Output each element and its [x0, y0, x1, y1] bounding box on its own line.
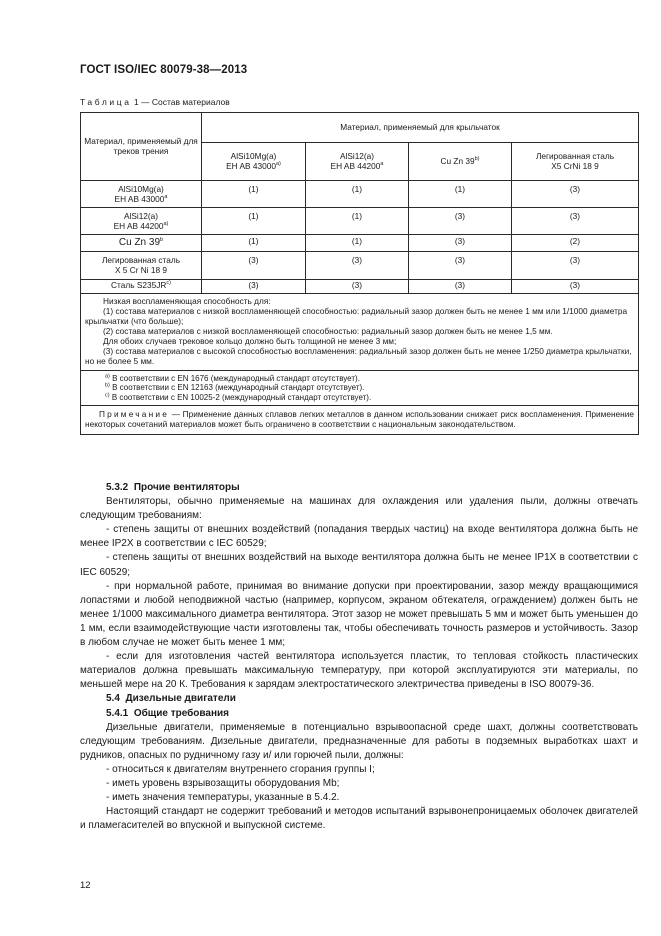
row-material: AlSi12(a) EH AB 44200$^{a)}$	[81, 208, 202, 235]
row-material: Cu Zn 39$^b$	[81, 235, 202, 252]
table-cell: (3)	[409, 252, 512, 280]
note-line: (1) состава материалов с низкой воспламеняющей способностью: радиальный зазор должен быть не менее 1 мм или 1/1000 диаметра крыльчатки (что больше);	[85, 305, 628, 326]
table-cell: (3)	[202, 252, 306, 280]
table-cell: (3)	[202, 280, 306, 294]
section-heading-5-4: 5.4 Дизельные двигатели	[106, 693, 236, 705]
group-header: Материал, применяемый для крыльчаток	[202, 113, 639, 143]
row-material: Сталь S235JR$^{c)}$	[81, 280, 202, 294]
table-cell: (1)	[202, 235, 306, 252]
table-row	[81, 208, 639, 235]
table-notes	[81, 294, 639, 371]
note-line: Для обоих случаев трековое кольцо должно быть толщиной не менее 3 мм;	[103, 335, 397, 346]
col-header: Легированная сталь X5 CrNi 18 9	[512, 143, 639, 181]
document-header: ГОСТ ISO/IEC 80079-38—2013	[80, 64, 248, 76]
body-text	[80, 481, 638, 833]
table-cell: (3)	[512, 181, 639, 208]
paragraph: Дизельные двигатели, применяемые в потенциально взрывоопасной среде шахт, должны соответствовать следующим требованиям. Дизельные двигатели, предназначенные для работы в подземных выработках шахт и рудников, опасных по рудничному газу и/ или горючей пыли, должны:	[80, 721, 638, 761]
table-caption-text: 1 — Состав материалов	[133, 97, 230, 107]
col0-header: Материал, применяемый для треков трения	[81, 113, 202, 181]
section-heading-5-3-2: 5.3.2 Прочие вентиляторы	[106, 482, 240, 493]
list-item: - иметь значения температуры, указанные в 5.4.2.	[106, 792, 340, 804]
col-header: AlSi12(a) EH AB 44200$^a$	[306, 143, 409, 181]
col-header: Cu Zn 39$^{b)}$	[409, 143, 512, 181]
note-line: (2) состава материалов с низкой воспламеняющей способностью: радиальный зазор должен быть не менее 1,5 мм.	[103, 325, 553, 336]
note-line: Низкая воспламеняющая способность для:	[103, 296, 271, 306]
paragraph: Вентиляторы, обычно применяемые на машинах для охлаждения или удаления пыли, должны отвечать следующим требованиям:	[80, 496, 638, 522]
table-cell: (1)	[306, 181, 409, 208]
page-number: 12	[80, 880, 91, 891]
table-footnotes	[81, 370, 639, 406]
table-remark: Примечание — Применение данных сплавов легких металлов в данном использовании снижает риск воспламенения. Применение некоторых сочетаний материалов может быть ограничено в соответствии с национальным законодательством.	[81, 406, 639, 435]
table-cell: (3)	[512, 280, 639, 294]
table-caption	[80, 97, 230, 107]
list-item: - иметь уровень взрывозащиты оборудования Mb;	[106, 777, 340, 789]
list-item: - если для изготовления частей вентилятора используется пластик, то тепловая стойкость пластических материалов должна превышать максимальную температуру, при которой эксплуатируются эти материалы, по меньшей мере на 20 К. Требования к зарядам электростатического электричества приведены в ISO 80079-36.	[80, 651, 638, 691]
table-cell: (3)	[409, 235, 512, 252]
table-cell: (3)	[512, 252, 639, 280]
row-material: Легированная сталь X 5 Cr Ni 18 9	[81, 252, 202, 280]
section-heading-5-4-1: 5.4.1 Общие требования	[106, 707, 230, 719]
table-cell: (1)	[202, 181, 306, 208]
table-notes-row	[81, 294, 639, 371]
table-cell: (3)	[409, 208, 512, 235]
table-cell: (1)	[306, 208, 409, 235]
row-material: AlSi10Mg(a) EH AB 43000$^a$	[81, 181, 202, 208]
list-item: - относиться к двигателям внутреннего сгорания группы I;	[106, 763, 375, 775]
table-row	[81, 252, 639, 280]
list-item: - степень защиты от внешних воздействий на выходе вентилятора должна быть не менее IP1X в соответствии с IEC 60529;	[80, 552, 638, 578]
table-cell: (1)	[409, 181, 512, 208]
table-row	[81, 181, 639, 208]
footnote: $^{b)}$ В соответствии с EN 12163 (международный стандарт отсутствует).	[105, 382, 365, 393]
table-cell: (3)	[409, 280, 512, 294]
footnote: $^{c)}$ В соответствии с EN 10025-2 (международный стандарт отсутствует).	[105, 392, 372, 402]
table-cell: (3)	[512, 208, 639, 235]
table-footnotes-row	[81, 370, 639, 406]
list-item: - при нормальной работе, принимая во внимание допуски при проектировании, зазор между вращающимися лопастями и любой неподвижной частью (например, корпусом, экраном обтекателя, ограждением) должен быть не менее 1/1000 максимального диаметра вентилятора. Этот зазор не может превышать 5 мм и может быть уменьшен до 1 мм, если взаимодействующие части изготовлены так, чтобы обеспечивать точность размеров и устойчивость. Зазор в любом случае не может быть менее 1 мм;	[80, 580, 638, 649]
list-item: - степень защиты от внешних воздействий (попадания твердых частиц) на входе вентилятора должна быть не менее IP2X в соответствии с IEC 60529;	[80, 524, 638, 550]
table-cell: (3)	[306, 252, 409, 280]
table-row	[81, 235, 639, 252]
table-cell: (2)	[512, 235, 639, 252]
col-header: AlSi10Mg(a) EH AB 43000$^{a)}$	[202, 143, 306, 181]
table-cell: (1)	[202, 208, 306, 235]
table-remark-row	[81, 406, 639, 435]
table-caption-word: Таблица	[80, 97, 132, 107]
table-cell: (3)	[306, 280, 409, 294]
table-cell: (1)	[306, 235, 409, 252]
footnote: $^{a)}$ В соответствии с EN 1676 (международный стандарт отсутствует).	[105, 373, 360, 383]
materials-table	[80, 112, 639, 435]
paragraph: Настоящий стандарт не содержит требований и методов испытаний взрывонепроницаемых оболочек двигателей и пламегасителей во впускной и выпускной системе.	[80, 806, 638, 832]
note-line: (3) состава материалов с высокой способностью воспламенения: радиальный зазор должен быть не менее 1/250 диаметра крыльчатки, но не более 5 мм.	[85, 345, 632, 366]
table-row	[81, 280, 639, 294]
